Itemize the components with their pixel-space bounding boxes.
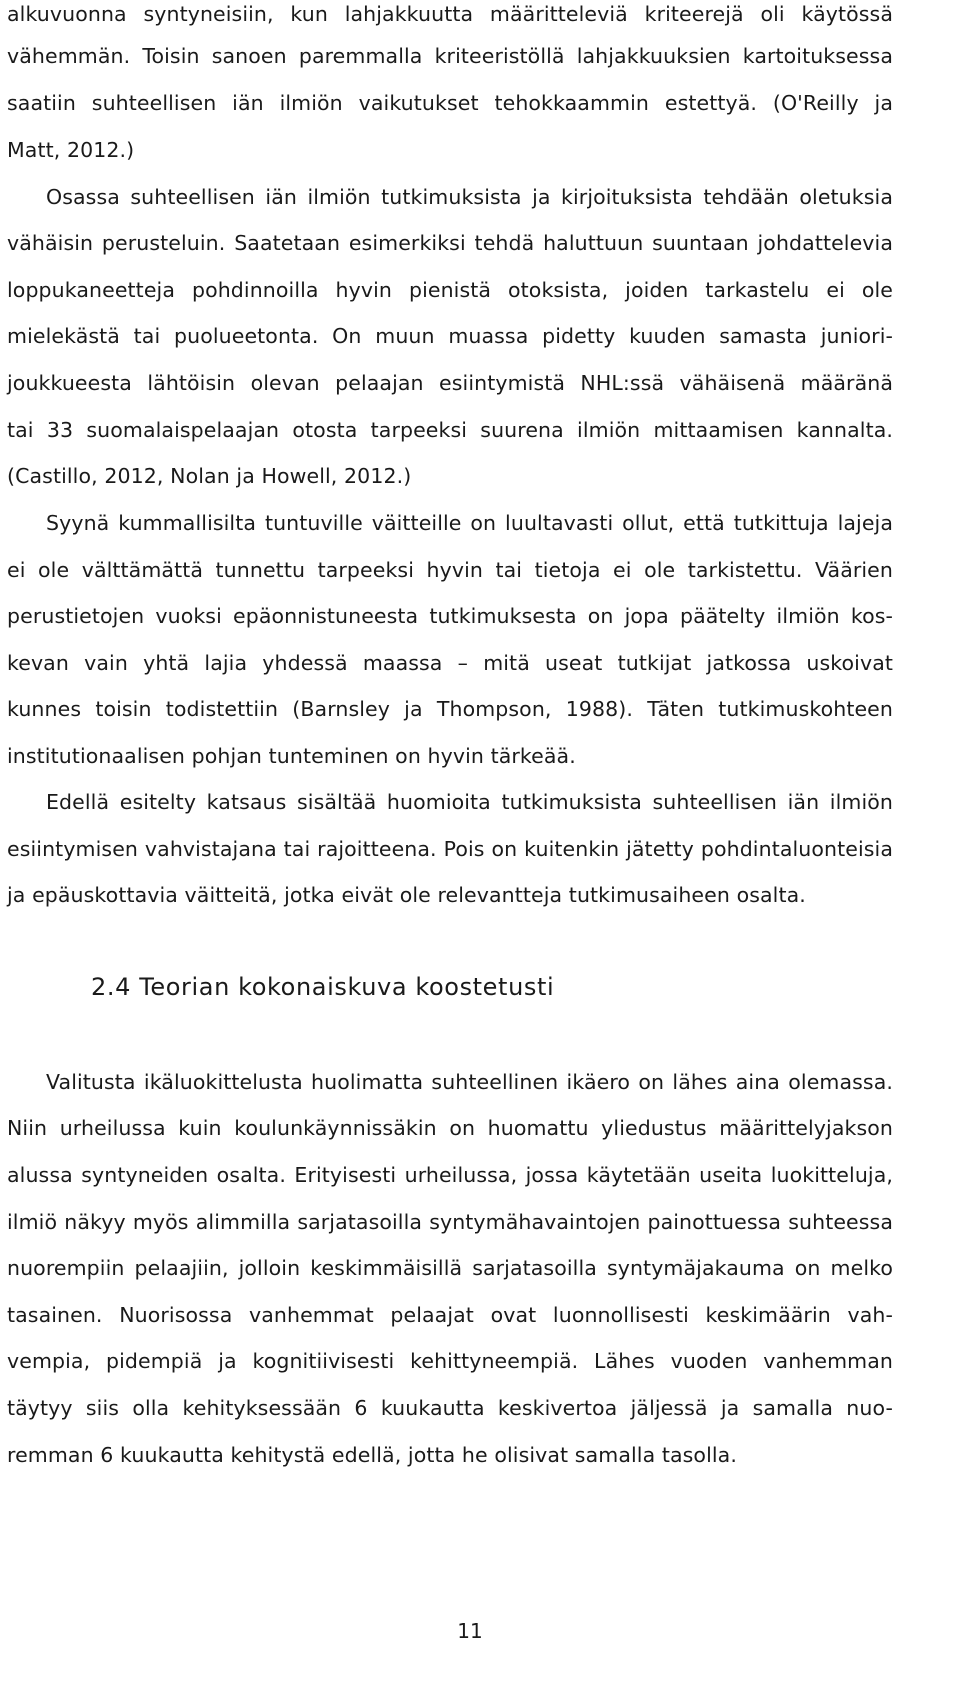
paragraph-line: alkuvuonna syntyneisiin, kun lahjakkuutta määritteleviä kriteerejä oli käytössä <box>7 2 893 26</box>
paragraph-line: ja epäuskottavia väitteitä, jotka eivät ole relevantteja tutkimusaiheen osalta. <box>7 883 806 907</box>
paragraph-line: (Castillo, 2012, Nolan ja Howell, 2012.) <box>7 464 412 488</box>
paragraph-line: vempia, pidempiä ja kognitiivisesti kehittyneempiä. Lähes vuoden vanhemman <box>7 1349 893 1373</box>
paragraph-line: tasainen. Nuorisossa vanhemmat pelaajat ovat luonnollisesti keskimäärin vah- <box>7 1303 893 1327</box>
paragraph-line: alussa syntyneiden osalta. Erityisesti urheilussa, jossa käytetään useita luokitteluja, <box>7 1163 893 1187</box>
paragraph-line: nuorempiin pelaajiin, jolloin keskimmäisillä sarjatasoilla syntymäjakauma on melko <box>7 1256 893 1280</box>
paragraph-line: loppukaneetteja pohdinnoilla hyvin pienistä otoksista, joiden tarkastelu ei ole <box>7 278 893 302</box>
paragraph-line: ilmiö näkyy myös alimmilla sarjatasoilla syntymähavaintojen painottuessa suhteessa <box>7 1210 893 1234</box>
paragraph-line: ei ole välttämättä tunnettu tarpeeksi hyvin tai tietoja ei ole tarkistettu. Väärien <box>7 558 893 582</box>
paragraph-line: mielekästä tai puolueetonta. On muun muassa pidetty kuuden samasta juniori- <box>7 324 893 348</box>
paragraph-line: tai 33 suomalaispelaajan otosta tarpeeksi suurena ilmiön mittaamisen kannalta. <box>7 418 893 442</box>
paragraph-line: esiintymisen vahvistajana tai rajoitteena. Pois on kuitenkin jätetty pohdintaluonteisia <box>7 837 893 861</box>
paragraph-line: vähäisin perusteluin. Saatetaan esimerkiksi tehdä haluttuun suuntaan johdattelevia <box>7 231 893 255</box>
paragraph-line: Syynä kummallisilta tuntuville väitteille on luultavasti ollut, että tutkittuja lajeja <box>46 511 893 535</box>
paragraph-line: kevan vain yhtä lajia yhdessä maassa – mitä useat tutkijat jatkossa uskoivat <box>7 651 893 675</box>
paragraph-line: vähemmän. Toisin sanoen paremmalla kriteeristöllä lahjakkuuksien kartoituksessa <box>7 44 893 68</box>
paragraph-line: kunnes toisin todistettiin (Barnsley ja Thompson, 1988). Täten tutkimuskohteen <box>7 697 893 721</box>
paragraph-line: joukkueesta lähtöisin olevan pelaajan esiintymistä NHL:ssä vähäisenä määränä <box>7 371 893 395</box>
paragraph-line: Osassa suhteellisen iän ilmiön tutkimuksista ja kirjoituksista tehdään oletuksia <box>46 185 893 209</box>
page-number: 11 <box>457 1619 483 1643</box>
paragraph-line: Edellä esitelty katsaus sisältää huomioita tutkimuksista suhteellisen iän ilmiön <box>46 790 893 814</box>
paragraph-line: Valitusta ikäluokittelusta huolimatta suhteellinen ikäero on lähes aina olemassa. <box>46 1070 893 1094</box>
section-heading: 2.4 Teorian kokonaiskuva koostetusti <box>91 973 555 1001</box>
paragraph-line: Matt, 2012.) <box>7 138 135 162</box>
paragraph-line: saatiin suhteellisen iän ilmiön vaikutukset tehokkaammin estettyä. (O'Reilly ja <box>7 91 893 115</box>
paragraph-line: perustietojen vuoksi epäonnistuneesta tutkimuksesta on jopa päätelty ilmiön kos- <box>7 604 893 628</box>
paragraph-line: Niin urheilussa kuin koulunkäynnissäkin on huomattu yliedustus määrittelyjakson <box>7 1116 893 1140</box>
paragraph-line: täytyy siis olla kehityksessään 6 kuukautta keskivertoa jäljessä ja samalla nuo- <box>7 1396 893 1420</box>
paragraph-line: institutionaalisen pohjan tunteminen on hyvin tärkeää. <box>7 744 576 768</box>
paragraph-line: remman 6 kuukautta kehitystä edellä, jotta he olisivat samalla tasolla. <box>7 1443 737 1467</box>
